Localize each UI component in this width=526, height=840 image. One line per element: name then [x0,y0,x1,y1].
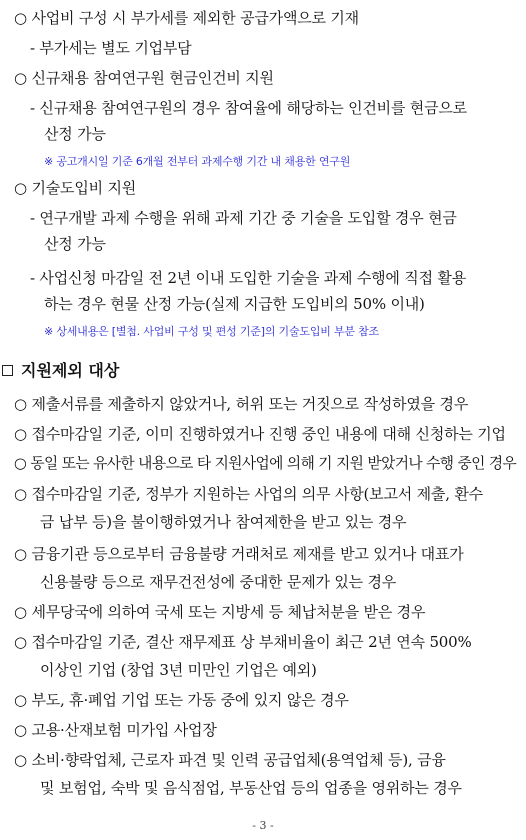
sub-item-vat-burden: - 부가세는 별도 기업부담 [30,39,192,57]
bullet-item-new-hire-labor: ○ 신규채용 참여연구원 현금인건비 지원 [14,69,274,87]
exclusion-item-already-in-progress: ○ 접수마감일 기준, 이미 진행하였거나 진행 중인 내용에 대해 신청하는 기업 [14,425,506,443]
sub-item-tech-intro-cash-line1: - 연구개발 과제 수행을 위해 과제 기간 중 기술을 도입할 경우 현금 [30,209,457,227]
page-number: - 3 - [252,819,274,832]
bullet-item-vat: ○ 사업비 구성 시 부가세를 제외한 공급가액으로 기재 [14,9,359,27]
sub-item-tech-intro-cash-line2: 산정 가능 [44,235,106,253]
exclusion-item-insurance: ○ 고용·산재보험 미가입 사업장 [14,721,217,739]
exclusion-item-credit-line2: 신용불량 등으로 재무건전성에 중대한 문제가 있는 경우 [40,573,397,591]
exclusion-item-bankruptcy: ○ 부도, 휴·폐업 기업 또는 가동 중에 있지 않은 경우 [14,691,349,709]
checkbox-icon [2,365,13,376]
note-new-hire: ※ 공고개시일 기준 6개월 전부터 과제수행 기간 내 채용한 연구원 [44,155,351,168]
section-heading-exclusion [2,360,119,382]
exclusion-item-obligation-line1: ○ 접수마감일 기준, 정부가 지원하는 사업의 의무 사항(보고서 제출, 환수 [14,485,483,503]
bullet-item-tech-intro: ○ 기술도입비 지원 [14,179,137,197]
exclusion-item-duplicate-support: ○ 동일 또는 유사한 내용으로 타 지원사업에 의해 기 지원 받았거나 수행 중인 경우 [14,455,517,472]
sub-item-new-hire-labor-line1: - 신규채용 참여연구원의 경우 참여율에 해당하는 인건비를 현금으로 [30,99,467,117]
exclusion-item-debt-ratio-line1: ○ 접수마감일 기준, 결산 재무제표 상 부채비율이 최근 2년 연속 500% [14,633,472,651]
sub-item-tech-intro-inkind-line2: 하는 경우 현물 산정 가능(실제 지급한 도입비의 50% 이내) [44,295,425,313]
note-tech-intro: ※ 상세내용은 [별첨. 사업비 구성 및 편성 기준]의 기술도입비 부분 참조 [44,325,379,338]
sub-item-new-hire-labor-line2: 산정 가능 [44,125,106,143]
exclusion-item-credit-line1: ○ 금융기관 등으로부터 금융불량 거래처로 제재를 받고 있거나 대표가 [14,545,464,563]
exclusion-item-debt-ratio-line2: 이상인 기업 (창업 3년 미만인 기업은 예외) [40,661,317,679]
exclusion-item-false-documents: ○ 제출서류를 제출하지 않았거나, 허위 또는 거짓으로 작성하였을 경우 [14,395,469,413]
sub-item-tech-intro-inkind-line1: - 사업신청 마감일 전 2년 이내 도입한 기술을 과제 수행에 직접 활용 [30,269,467,287]
exclusion-item-obligation-line2: 금 납부 등)을 불이행하였거나 참여제한을 받고 있는 경우 [40,513,407,531]
section-heading-text: 지원제외 대상 [21,361,120,380]
exclusion-item-industry-line2: 및 보험업, 숙박 및 음식점업, 부동산업 등의 업종을 영위하는 경우 [40,779,462,797]
exclusion-item-tax-delinquency: ○ 세무당국에 의하여 국세 또는 지방세 등 체납처분을 받은 경우 [14,603,426,621]
exclusion-item-industry-line1: ○ 소비·향락업체, 근로자 파견 및 인력 공급업체(용역업체 등), 금융 [14,751,446,769]
